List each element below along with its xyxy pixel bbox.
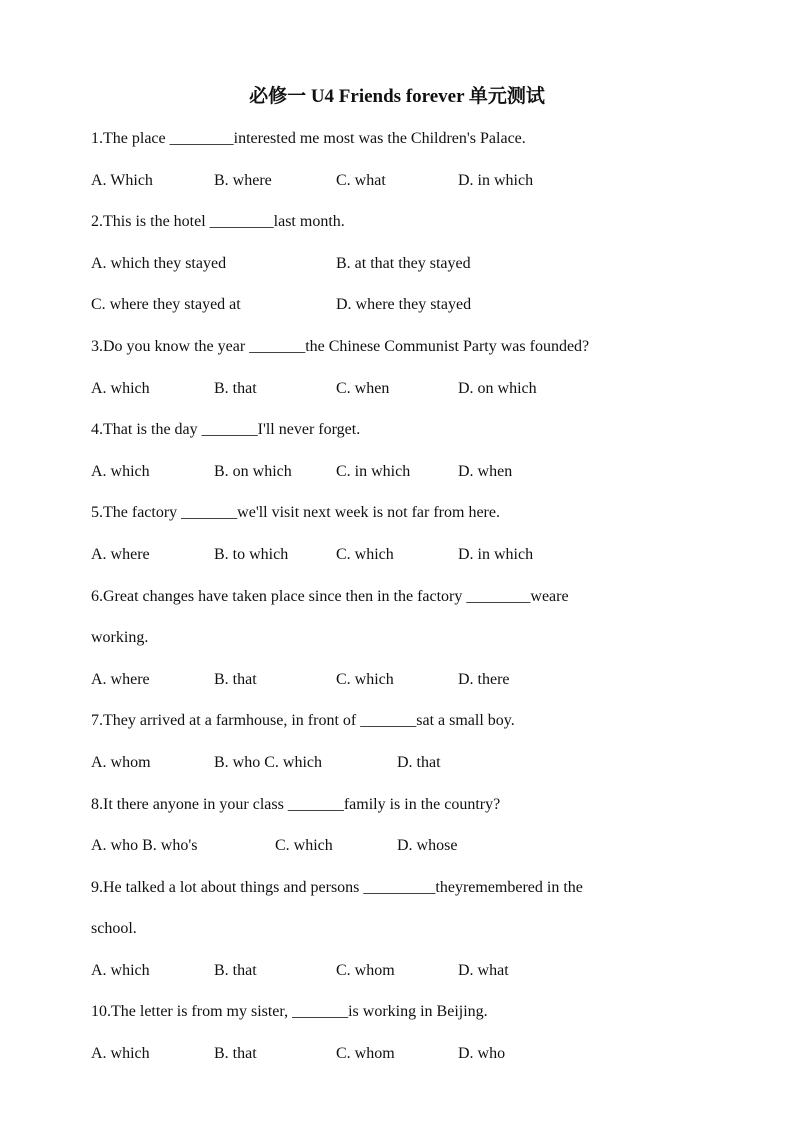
option-b: B. on which [214,462,292,480]
option-b: B. that [214,379,257,397]
option-a: A. Which [91,171,153,189]
question-stem: 5.The factory _______we'll visit next week is not far from here. [91,504,500,522]
option-d: D. there [458,670,510,688]
option-b-c: B. who C. which [214,753,322,771]
question-list [91,126,691,1083]
question-stem: 9.He talked a lot about things and persons _________theyremembered in the [91,878,583,896]
question-stem: 10.The letter is from my sister, _______is working in Beijing. [91,1003,488,1021]
option-b: B. at that they stayed [336,254,471,272]
question-stem: 2.This is the hotel ________last month. [91,213,345,231]
option-row [91,459,691,501]
option-c: C. whom [336,1045,395,1063]
option-row [91,667,691,709]
question-stem: 6.Great changes have taken place since then in the factory ________weare [91,587,569,605]
option-a: A. which [91,1045,150,1063]
option-d: D. where they stayed [336,296,472,314]
option-a-b: A. who B. who's [91,837,198,855]
option-d: D. in which [458,171,534,189]
option-row [91,376,691,418]
option-row [91,1041,691,1083]
option-a: A. which they stayed [91,254,227,272]
option-c: C. which [336,545,394,563]
option-c: C. in which [336,462,411,480]
option-row [91,168,691,210]
question-stem: 7.They arrived at a farmhouse, in front of _______sat a small boy. [91,712,515,730]
option-b: B. that [214,1045,257,1063]
option-a: A. where [91,545,150,563]
question-stem-continued: working. [91,629,149,647]
option-c: C. which [336,670,394,688]
question-stem: 8.It there anyone in your class _______family is in the country? [91,795,501,813]
option-d: D. who [458,1045,506,1063]
option-d: D. whose [397,837,458,855]
question-stem: 1.The place ________interested me most was the Children's Palace. [91,130,526,147]
option-row [91,750,691,792]
option-b: B. that [214,961,257,979]
option-d: D. on which [458,379,537,397]
option-c: C. where they stayed at [91,296,241,314]
option-a: A. which [91,961,150,979]
option-c: C. which [275,837,333,855]
page-title: 必修一 U4 Friends forever 单元测试 [249,86,545,107]
option-b: B. that [214,670,257,688]
option-row [91,542,691,584]
option-b: B. where [214,171,272,189]
option-row [91,251,691,293]
question-stem: 4.That is the day _______I'll never forget. [91,421,361,439]
option-d: D. that [397,753,441,771]
option-b: B. to which [214,545,289,563]
option-row [91,833,691,875]
option-a: A. which [91,462,150,480]
option-row [91,292,691,334]
question-stem-continued: school. [91,920,137,938]
option-a: A. whom [91,753,151,771]
option-d: D. what [458,961,509,979]
option-d: D. in which [458,545,534,563]
question-stem: 3.Do you know the year _______the Chinese Communist Party was founded? [91,337,590,355]
option-c: C. whom [336,961,395,979]
option-a: A. where [91,670,150,688]
option-row [91,958,691,1000]
option-c: C. what [336,171,386,189]
option-d: D. when [458,462,513,480]
option-c: C. when [336,379,390,397]
option-a: A. which [91,379,150,397]
